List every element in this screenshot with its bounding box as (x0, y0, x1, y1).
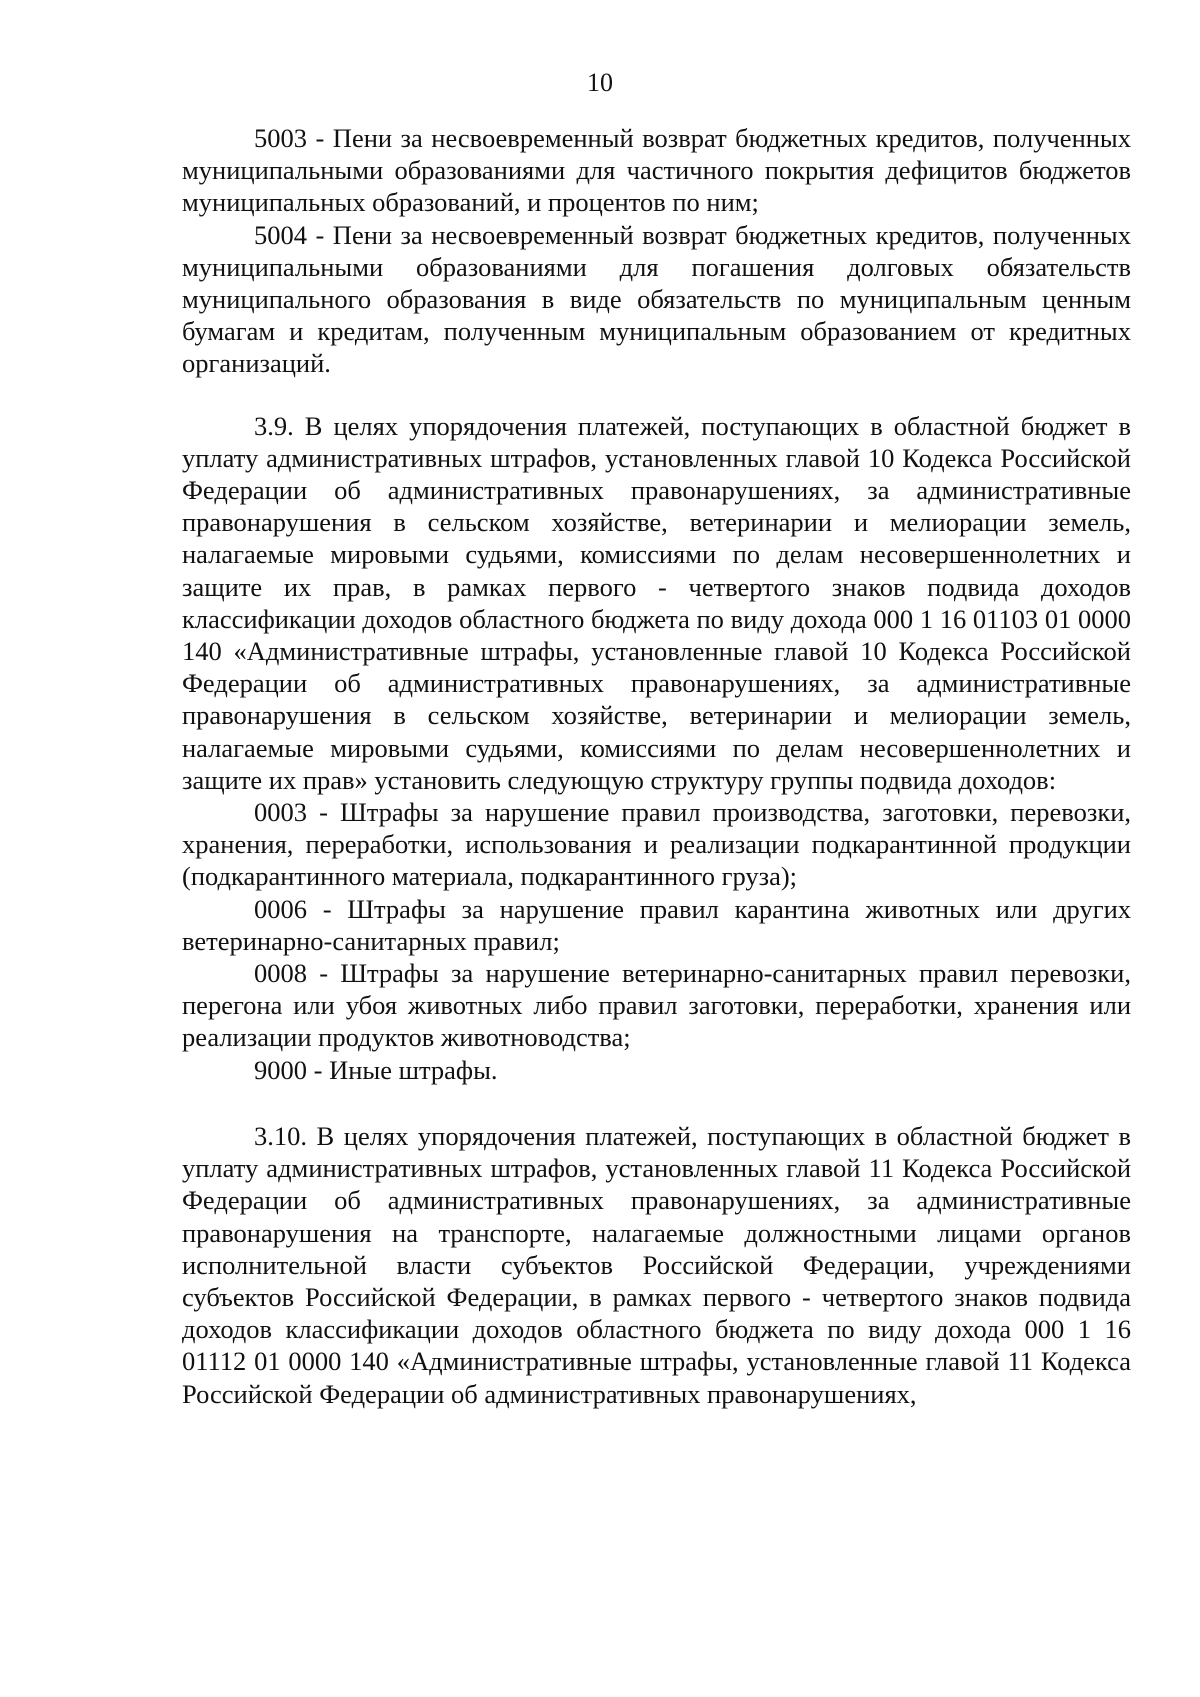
paragraph-5004: 5004 - Пени за несвоевременный возврат бюджетных кредитов, полученных муниципальными образованиями для погашения долговых обязательств муниципального образования в виде обязательств по муниципальным ценным бумагам и кредитам, полученным муниципальным образованием от кредитных организаций. (182, 219, 1131, 379)
paragraph-0003: 0003 - Штрафы за нарушение правил производства, заготовки, перевозки, хранения, переработки, использования и реализации подкарантинной продукции (подкарантинного материала, подкарантинного груза); (182, 797, 1131, 892)
page-number: 10 (587, 68, 613, 97)
paragraph-0006: 0006 - Штрафы за нарушение правил карантина животных или других ветеринарно-санитарных правил; (182, 893, 1131, 956)
paragraph-3-10: 3.10. В целях упорядочения платежей, поступающих в областной бюджет в уплату административных штрафов, установленных главой 11 Кодекса Российской Федерации об административных правонарушениях, за административные правонарушения на транспорте, налагаемые должностными лицами органов исполнительной власти субъектов Российской Федерации, учреждениями субъектов Российской Федерации, в рамках первого - четвертого знаков подвида доходов классификации доходов областного бюджета по виду дохода 000 1 16 01112 01 0000 140 «Административные штрафы, установленные главой 11 Кодекса Российской Федерации об административных правонарушениях, (182, 1120, 1131, 1409)
paragraph-5003: 5003 - Пени за несвоевременный возврат бюджетных кредитов, полученных муниципальными образованиями для частичного покрытия дефицитов бюджетов муниципальных образований, и процентов по ним; (182, 123, 1131, 218)
paragraph-3-9: 3.9. В целях упорядочения платежей, поступающих в областной бюджет в уплату административных штрафов, установленных главой 10 Кодекса Российской Федерации об административных правонарушениях, за административные правонарушения в сельском хозяйстве, ветеринарии и мелиорации земель, налагаемые мировыми судьями, комиссиями по делам несовершеннолетних и защите их прав, в рамках первого - четвертого знаков подвида доходов классификации доходов областного бюджета по виду дохода 000 1 16 01103 01 0000 140 «Административные штрафы, установленные главой 10 Кодекса Российской Федерации об административных правонарушениях, за административные правонарушения в сельском хозяйстве, ветеринарии и мелиорации земель, налагаемые мировыми судьями, комиссиями по делам несовершеннолетних и защите их прав» установить следующую структуру группы подвида доходов: (182, 410, 1131, 795)
paragraph-0008: 0008 - Штрафы за нарушение ветеринарно-санитарных правил перевозки, перегона или убоя животных либо правил заготовки, переработки, хранения или реализации продуктов животноводства; (182, 958, 1131, 1053)
paragraph-9000: 9000 - Иные штрафы. (254, 1054, 498, 1085)
document-body (182, 122, 1131, 1410)
